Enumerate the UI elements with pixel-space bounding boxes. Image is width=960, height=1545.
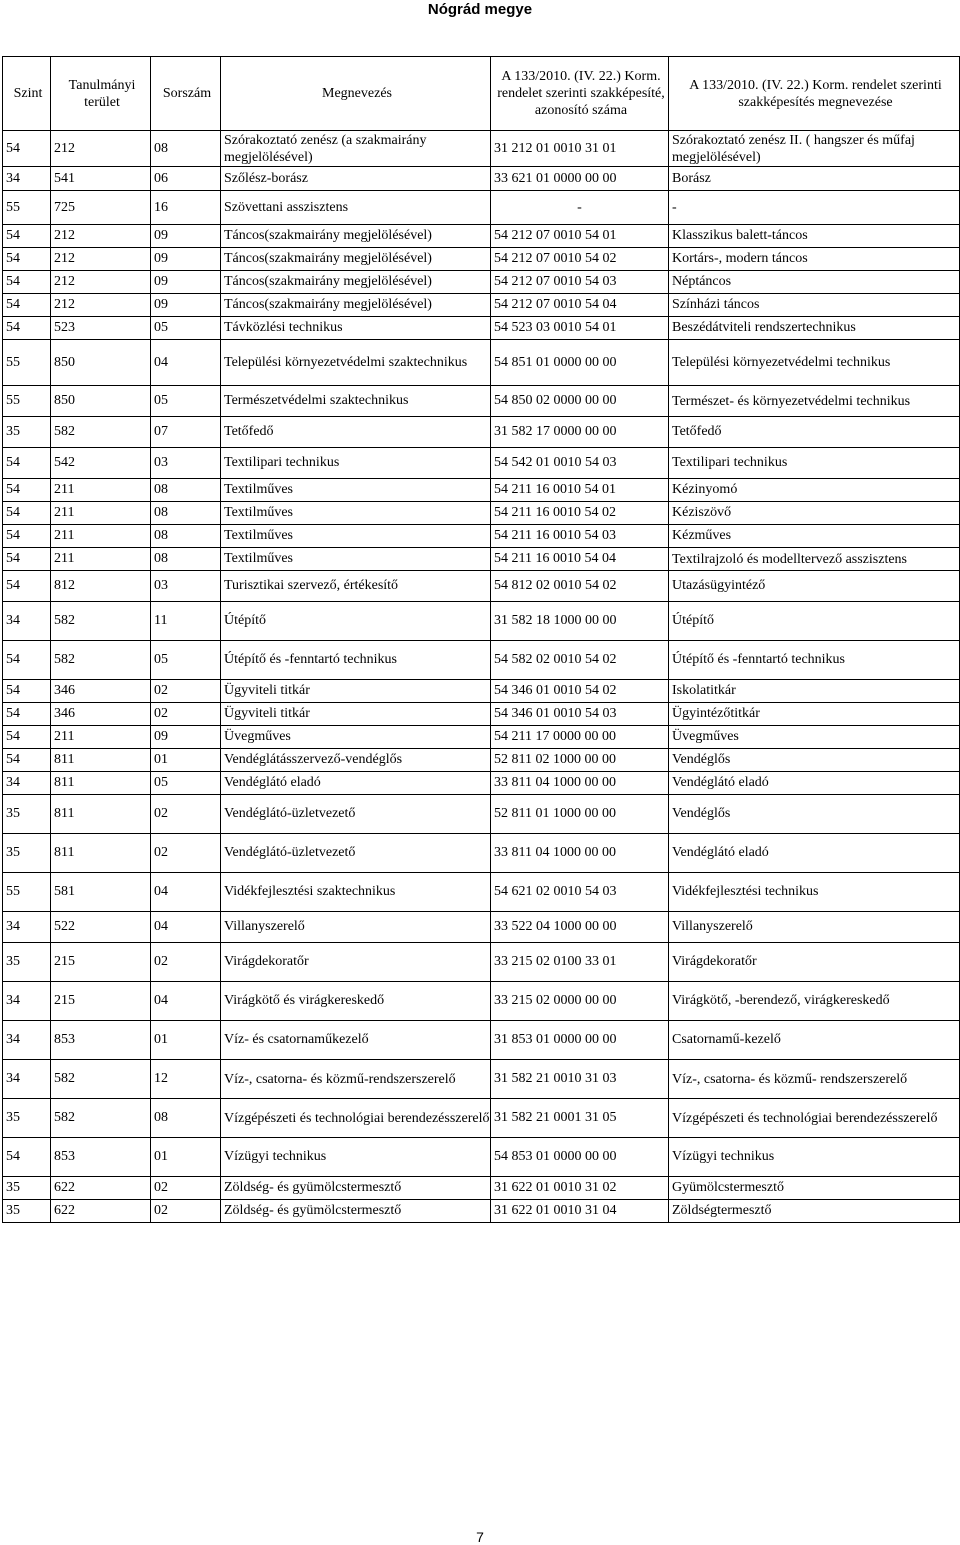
cell-azonosito: 33 522 04 1000 00 00 [491,912,669,943]
cell-megnevezes: Szövettani asszisztens [221,191,491,225]
cell-megnevezes: Vízgépészeti és technológiai berendezésszerelő [221,1099,491,1138]
cell-megnevezes: Textilipari technikus [221,448,491,479]
cell-szint: 35 [3,795,51,834]
cell-megnevezes: Zöldség- és gyümölcstermesztő [221,1177,491,1200]
cell-sorszam: 04 [151,873,221,912]
cell-sorszam: 03 [151,571,221,602]
cell-szint: 55 [3,191,51,225]
cell-megnevezes: Szórakoztató zenész (a szakmairány megjelölésével) [221,131,491,167]
cell-azonosito: 54 812 02 0010 54 02 [491,571,669,602]
table-row [3,834,960,873]
cell-terulet: 211 [51,548,151,571]
cell-megnevezes: Virágkötő és virágkereskedő [221,982,491,1021]
cell-sorszam: 01 [151,1021,221,1060]
table-row [3,943,960,982]
cell-szint: 54 [3,525,51,548]
cell-terulet: 853 [51,1138,151,1177]
cell-megnevezes: Vendéglátó-üzletvezető [221,795,491,834]
cell-megnevezes: Útépítő [221,602,491,641]
cell-azonosito: 33 215 02 0100 33 01 [491,943,669,982]
cell-azonosito: 54 212 07 0010 54 04 [491,294,669,317]
cell-szint: 54 [3,1138,51,1177]
cell-terulet: 622 [51,1200,151,1223]
cell-szakkepesites: Kézinyomó [669,479,960,502]
cell-szint: 54 [3,225,51,248]
cell-sorszam: 02 [151,834,221,873]
table-row [3,548,960,571]
table-row [3,795,960,834]
cell-azonosito: 54 211 16 0010 54 04 [491,548,669,571]
cell-szakkepesites: Utazásügyintéző [669,571,960,602]
table-row [3,167,960,191]
cell-azonosito: 54 211 16 0010 54 01 [491,479,669,502]
cell-sorszam: 04 [151,912,221,943]
cell-szakkepesites: Textilipari technikus [669,448,960,479]
cell-azonosito: 54 523 03 0010 54 01 [491,317,669,340]
page-title: Nógrád megye [427,1,533,18]
cell-szint: 34 [3,167,51,191]
cell-azonosito: 33 811 04 1000 00 00 [491,834,669,873]
cell-megnevezes: Turisztikai szervező, értékesítő [221,571,491,602]
cell-szakkepesites: Vendéglátó eladó [669,834,960,873]
cell-azonosito: 54 211 16 0010 54 02 [491,502,669,525]
table-row [3,317,960,340]
cell-terulet: 541 [51,167,151,191]
cell-terulet: 212 [51,248,151,271]
cell-sorszam: 02 [151,795,221,834]
cell-sorszam: 05 [151,641,221,680]
table-row [3,680,960,703]
cell-terulet: 725 [51,191,151,225]
cell-azonosito: 31 582 18 1000 00 00 [491,602,669,641]
header-terulet: Tanulmányi terület [51,57,151,131]
cell-szint: 34 [3,1060,51,1099]
cell-sorszam: 02 [151,680,221,703]
table-row [3,726,960,749]
cell-szakkepesites: Virágkötő, -berendező, virágkereskedő [669,982,960,1021]
cell-azonosito: 54 212 07 0010 54 02 [491,248,669,271]
table-row [3,248,960,271]
table-row [3,225,960,248]
cell-szint: 55 [3,340,51,386]
table-row [3,912,960,943]
cell-szint: 54 [3,571,51,602]
cell-azonosito: 52 811 01 1000 00 00 [491,795,669,834]
table-row [3,131,960,167]
cell-sorszam: 08 [151,1099,221,1138]
cell-szint: 34 [3,772,51,795]
cell-azonosito: 54 212 07 0010 54 01 [491,225,669,248]
cell-terulet: 211 [51,525,151,548]
cell-szint: 54 [3,448,51,479]
cell-terulet: 582 [51,1099,151,1138]
cell-terulet: 812 [51,571,151,602]
cell-szakkepesites: Borász [669,167,960,191]
cell-sorszam: 12 [151,1060,221,1099]
table-row [3,1021,960,1060]
header-szint: Szint [3,57,51,131]
cell-megnevezes: Üvegműves [221,726,491,749]
cell-terulet: 581 [51,873,151,912]
cell-szakkepesites: - [669,191,960,225]
cell-megnevezes: Vidékfejlesztési szaktechnikus [221,873,491,912]
cell-azonosito: 54 211 16 0010 54 03 [491,525,669,548]
cell-szakkepesites: Zöldségtermesztő [669,1200,960,1223]
cell-azonosito: 54 211 17 0000 00 00 [491,726,669,749]
header-row [3,57,960,131]
cell-sorszam: 05 [151,386,221,417]
cell-szint: 55 [3,873,51,912]
cell-megnevezes: Textilműves [221,479,491,502]
cell-azonosito: 31 622 01 0010 31 02 [491,1177,669,1200]
table-row [3,602,960,641]
cell-terulet: 853 [51,1021,151,1060]
cell-szint: 35 [3,1099,51,1138]
table-row [3,982,960,1021]
cell-szakkepesites: Ügyintézőtitkár [669,703,960,726]
cell-terulet: 215 [51,943,151,982]
table-row [3,502,960,525]
cell-szint: 34 [3,602,51,641]
cell-megnevezes: Ügyviteli titkár [221,680,491,703]
cell-szakkepesites: Vízgépészeti és technológiai berendezésszerelő [669,1099,960,1138]
table-row [3,271,960,294]
cell-szakkepesites: Víz-, csatorna- és közmű- rendszerszerelő [669,1060,960,1099]
cell-szakkepesites: Kéziszövő [669,502,960,525]
table-row [3,191,960,225]
cell-megnevezes: Táncos(szakmairány megjelölésével) [221,294,491,317]
cell-szakkepesites: Csatornamű-kezelő [669,1021,960,1060]
cell-szint: 34 [3,912,51,943]
cell-megnevezes: Vízügyi technikus [221,1138,491,1177]
cell-sorszam: 01 [151,749,221,772]
table-body [3,131,960,1223]
cell-sorszam: 06 [151,167,221,191]
cell-szakkepesites: Kézműves [669,525,960,548]
cell-szakkepesites: Útépítő és -fenntartó technikus [669,641,960,680]
cell-terulet: 811 [51,772,151,795]
cell-terulet: 346 [51,680,151,703]
cell-szint: 54 [3,131,51,167]
cell-sorszam: 02 [151,943,221,982]
cell-szint: 34 [3,982,51,1021]
cell-sorszam: 16 [151,191,221,225]
cell-terulet: 211 [51,479,151,502]
cell-szakkepesites: Színházi táncos [669,294,960,317]
cell-megnevezes: Ügyviteli titkár [221,703,491,726]
cell-szakkepesites: Vendéglátó eladó [669,772,960,795]
cell-szint: 35 [3,834,51,873]
cell-azonosito: - [491,191,669,225]
cell-szint: 35 [3,1177,51,1200]
cell-megnevezes: Textilműves [221,525,491,548]
cell-azonosito: 33 621 01 0000 00 00 [491,167,669,191]
cell-azonosito: 54 850 02 0000 00 00 [491,386,669,417]
cell-terulet: 212 [51,225,151,248]
cell-sorszam: 08 [151,525,221,548]
cell-szint: 35 [3,943,51,982]
cell-szakkepesites: Vidékfejlesztési technikus [669,873,960,912]
cell-megnevezes: Tetőfedő [221,417,491,448]
cell-szakkepesites: Tetőfedő [669,417,960,448]
cell-szint: 54 [3,749,51,772]
cell-megnevezes: Távközlési technikus [221,317,491,340]
cell-szakkepesites: Természet- és környezetvédelmi technikus [669,386,960,417]
cell-megnevezes: Vendéglátásszervező-vendéglős [221,749,491,772]
cell-szint: 54 [3,502,51,525]
cell-azonosito: 52 811 02 1000 00 00 [491,749,669,772]
table-row [3,417,960,448]
table-row [3,1177,960,1200]
cell-szint: 54 [3,641,51,680]
cell-azonosito: 31 582 21 0010 31 03 [491,1060,669,1099]
cell-szint: 54 [3,317,51,340]
cell-szint: 54 [3,479,51,502]
table-row [3,386,960,417]
header-megnevezes: Megnevezés [221,57,491,131]
cell-szakkepesites: Vízügyi technikus [669,1138,960,1177]
header-szakkepesites: A 133/2010. (IV. 22.) Korm. rendelet szerinti szakképesítés megnevezése [669,57,960,131]
cell-sorszam: 04 [151,340,221,386]
cell-megnevezes: Természetvédelmi szaktechnikus [221,386,491,417]
cell-terulet: 523 [51,317,151,340]
cell-sorszam: 09 [151,248,221,271]
cell-terulet: 346 [51,703,151,726]
cell-azonosito: 31 622 01 0010 31 04 [491,1200,669,1223]
table-row [3,641,960,680]
cell-szakkepesites: Vendéglős [669,749,960,772]
cell-szint: 54 [3,294,51,317]
cell-megnevezes: Zöldség- és gyümölcstermesztő [221,1200,491,1223]
cell-azonosito: 33 811 04 1000 00 00 [491,772,669,795]
cell-szint: 54 [3,271,51,294]
table-row [3,873,960,912]
cell-sorszam: 09 [151,726,221,749]
cell-terulet: 582 [51,1060,151,1099]
cell-azonosito: 54 621 02 0010 54 03 [491,873,669,912]
cell-sorszam: 02 [151,1200,221,1223]
cell-sorszam: 02 [151,703,221,726]
cell-terulet: 542 [51,448,151,479]
table-row [3,703,960,726]
cell-szakkepesites: Települési környezetvédelmi technikus [669,340,960,386]
page-number: 7 [476,1529,484,1545]
cell-megnevezes: Villanyszerelő [221,912,491,943]
cell-sorszam: 07 [151,417,221,448]
cell-sorszam: 05 [151,772,221,795]
cell-terulet: 850 [51,340,151,386]
cell-terulet: 811 [51,795,151,834]
cell-sorszam: 08 [151,548,221,571]
cell-megnevezes: Víz-, csatorna- és közmű-rendszerszerelő [221,1060,491,1099]
cell-sorszam: 09 [151,225,221,248]
cell-sorszam: 04 [151,982,221,1021]
table-row [3,448,960,479]
table-row [3,749,960,772]
cell-azonosito: 54 346 01 0010 54 02 [491,680,669,703]
cell-azonosito: 31 853 01 0000 00 00 [491,1021,669,1060]
cell-azonosito: 54 542 01 0010 54 03 [491,448,669,479]
cell-azonosito: 54 851 01 0000 00 00 [491,340,669,386]
cell-sorszam: 08 [151,502,221,525]
cell-terulet: 850 [51,386,151,417]
table-row [3,772,960,795]
cell-szint: 54 [3,548,51,571]
cell-sorszam: 11 [151,602,221,641]
cell-szakkepesites: Virágdekoratőr [669,943,960,982]
cell-szint: 54 [3,248,51,271]
cell-szakkepesites: Vendéglős [669,795,960,834]
cell-szakkepesites: Szórakoztató zenész II. ( hangszer és műfaj megjelölésével) [669,131,960,167]
cell-terulet: 582 [51,417,151,448]
cell-szint: 55 [3,386,51,417]
cell-szint: 54 [3,680,51,703]
cell-szint: 34 [3,1021,51,1060]
table-row [3,1200,960,1223]
cell-terulet: 215 [51,982,151,1021]
cell-terulet: 622 [51,1177,151,1200]
cell-sorszam: 05 [151,317,221,340]
cell-terulet: 212 [51,131,151,167]
cell-szakkepesites: Textilrajzoló és modelltervező asszisztens [669,548,960,571]
cell-szakkepesites: Beszédátviteli rendszertechnikus [669,317,960,340]
cell-megnevezes: Textilműves [221,502,491,525]
cell-azonosito: 33 215 02 0000 00 00 [491,982,669,1021]
cell-megnevezes: Virágdekoratőr [221,943,491,982]
cell-megnevezes: Táncos(szakmairány megjelölésével) [221,248,491,271]
table-row [3,294,960,317]
cell-szakkepesites: Néptáncos [669,271,960,294]
table-row [3,340,960,386]
cell-megnevezes: Települési környezetvédelmi szaktechnikus [221,340,491,386]
cell-szint: 54 [3,726,51,749]
cell-megnevezes: Vendéglátó eladó [221,772,491,795]
cell-megnevezes: Szőlész-borász [221,167,491,191]
cell-sorszam: 02 [151,1177,221,1200]
cell-sorszam: 01 [151,1138,221,1177]
cell-szint: 35 [3,417,51,448]
cell-azonosito: 54 212 07 0010 54 03 [491,271,669,294]
table-row [3,525,960,548]
qualifications-table [2,56,960,1223]
cell-sorszam: 09 [151,294,221,317]
cell-terulet: 212 [51,271,151,294]
cell-terulet: 211 [51,726,151,749]
cell-sorszam: 08 [151,479,221,502]
cell-szakkepesites: Üvegműves [669,726,960,749]
cell-terulet: 582 [51,602,151,641]
cell-azonosito: 54 346 01 0010 54 03 [491,703,669,726]
cell-megnevezes: Víz- és csatornaműkezelő [221,1021,491,1060]
cell-azonosito: 31 582 17 0000 00 00 [491,417,669,448]
cell-megnevezes: Táncos(szakmairány megjelölésével) [221,225,491,248]
cell-terulet: 211 [51,502,151,525]
cell-szint: 54 [3,703,51,726]
table-row [3,479,960,502]
table-row [3,1099,960,1138]
cell-sorszam: 03 [151,448,221,479]
cell-megnevezes: Táncos(szakmairány megjelölésével) [221,271,491,294]
cell-megnevezes: Textilműves [221,548,491,571]
cell-azonosito: 54 582 02 0010 54 02 [491,641,669,680]
cell-terulet: 811 [51,749,151,772]
cell-terulet: 582 [51,641,151,680]
cell-terulet: 811 [51,834,151,873]
cell-szakkepesites: Villanyszerelő [669,912,960,943]
header-azonosito: A 133/2010. (IV. 22.) Korm. rendelet szerinti szakképesíté, azonosító száma [491,57,669,131]
cell-azonosito: 31 212 01 0010 31 01 [491,131,669,167]
cell-terulet: 522 [51,912,151,943]
cell-szakkepesites: Kortárs-, modern táncos [669,248,960,271]
cell-szakkepesites: Útépítő [669,602,960,641]
cell-szakkepesites: Iskolatitkár [669,680,960,703]
table-row [3,1138,960,1177]
cell-sorszam: 09 [151,271,221,294]
cell-terulet: 212 [51,294,151,317]
cell-azonosito: 54 853 01 0000 00 00 [491,1138,669,1177]
cell-sorszam: 08 [151,131,221,167]
cell-megnevezes: Vendéglátó-üzletvezető [221,834,491,873]
cell-szint: 35 [3,1200,51,1223]
table-row [3,1060,960,1099]
header-sorszam: Sorszám [151,57,221,131]
cell-azonosito: 31 582 21 0001 31 05 [491,1099,669,1138]
cell-megnevezes: Útépítő és -fenntartó technikus [221,641,491,680]
cell-szakkepesites: Klasszikus balett-táncos [669,225,960,248]
cell-szakkepesites: Gyümölcstermesztő [669,1177,960,1200]
table-row [3,571,960,602]
